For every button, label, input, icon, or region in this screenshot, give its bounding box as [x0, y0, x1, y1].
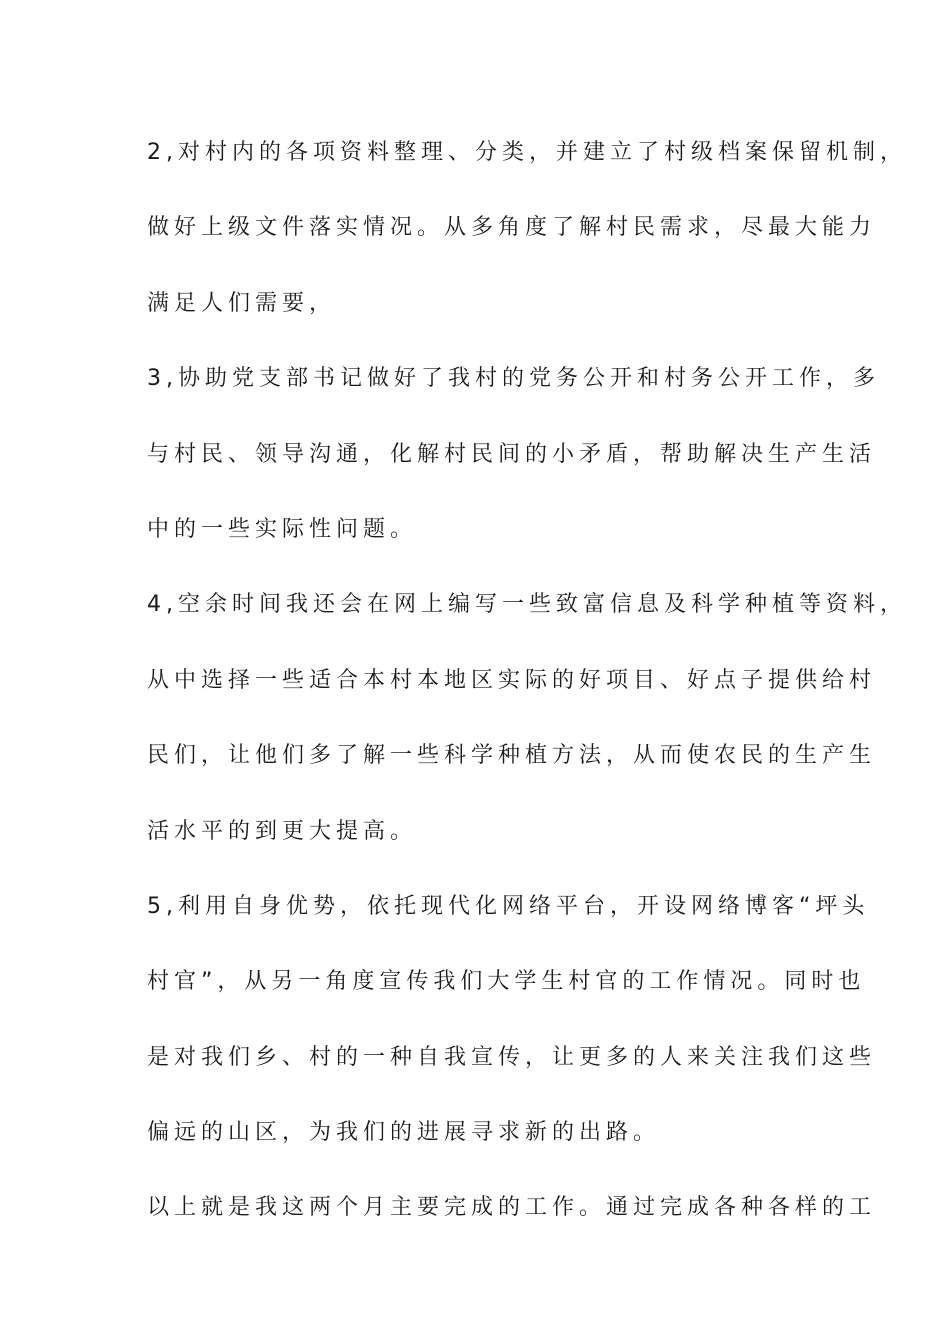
text-line: 以上就是我这两个月主要完成的工作。通过完成各种各样的工 [147, 1195, 877, 1221]
document-body [147, 130, 907, 1261]
text-line: 做好上级文件落实情况。从多角度了解村民需求，尽最大能力 [147, 215, 877, 241]
text-line: 从中选择一些适合本村本地区实际的好项目、好点子提供给村 [147, 667, 877, 693]
text-line: 2,对村内的各项资料整理、分类，并建立了村级档案保留机制， [147, 140, 907, 165]
text-line: 偏远的山区，为我们的进展寻求新的出路。 [147, 1120, 661, 1146]
text-line: 3,协助党支部书记做好了我村的党务公开和村务公开工作，多 [147, 366, 880, 392]
text-line: 中的一些实际性问题。 [147, 516, 418, 542]
text-line: 是对我们乡、村的一种自我宣传，让更多的人来关注我们这些 [147, 1044, 877, 1070]
text-line: 民们，让他们多了解一些科学种植方法，从而使农民的生产生 [147, 743, 877, 769]
text-line: 满足人们需要， [147, 290, 337, 316]
text-line: 村官”，从另一角度宣传我们大学生村官的工作情况。同时也 [147, 969, 866, 995]
text-line: 活水平的到更大提高。 [147, 818, 418, 844]
text-line: 与村民、领导沟通，化解村民间的小矛盾，帮助解决生产生活 [147, 441, 877, 467]
text-line: 4,空余时间我还会在网上编写一些致富信息及科学种植等资料， [147, 592, 907, 618]
text-line: 5,利用自身优势，依托现代化网络平台，开设网络博客“坪头 [147, 893, 870, 919]
